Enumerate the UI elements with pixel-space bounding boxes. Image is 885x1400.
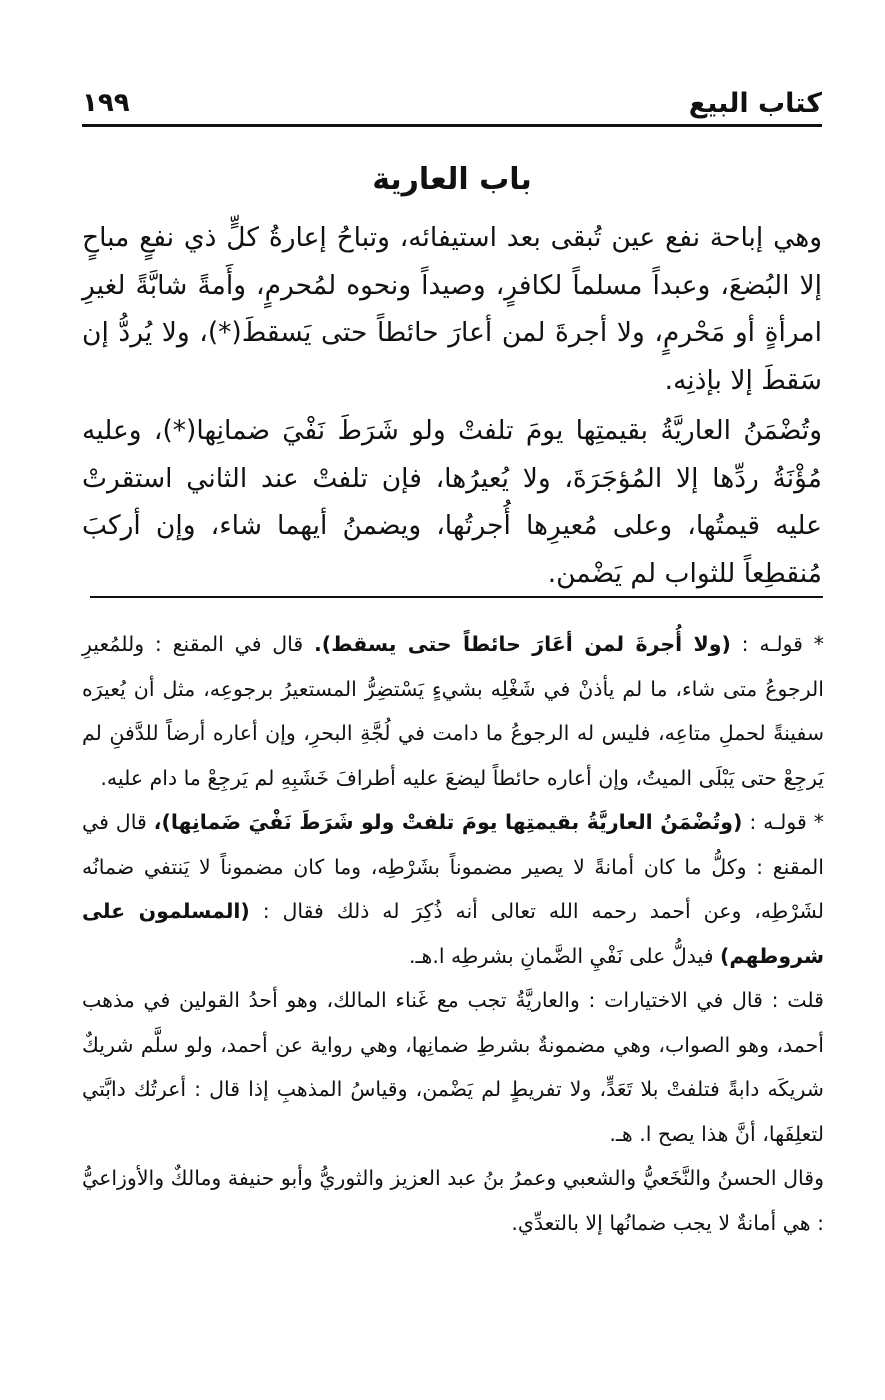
main-text bbox=[82, 214, 822, 597]
footnotes bbox=[82, 622, 824, 1245]
footnote-text: قال في المقنع : وللمُعيرِ الرجوعُ متى شاء، ما لم يأذنْ في شَغْلِه بشيءٍ يَسْتضِرُّ المستعيرُ برجوعِه، مثل أن يُعيرَه سفينةً لحملِ متاعِه، فليس له الرجوعُ ما دامت في لُجَّةِ البحرِ، وإن أعاره أرضاً للدَّفنِ لم يَرجِعْ حتى يَبْلَى الميتُ، وإن أعاره حائطاً ليضعَ عليه أطرافَ خَشَبِهِ لم يَرجِعْ ما دام عليه. bbox=[82, 632, 824, 790]
footnote-3 bbox=[82, 978, 824, 1156]
page-number: ١٩٩ bbox=[82, 88, 130, 118]
footnote-2 bbox=[82, 800, 824, 978]
footnote-hadith: (المسلمون على شروطهم) bbox=[82, 899, 824, 968]
footnote-text: فيدلُّ على نَفْيِ الضَّمانِ بشرطِه ا.هـ. bbox=[408, 943, 714, 968]
footnote-text: قلت : قال في الاختيارات : والعاريَّةُ تجب مع غَناء المالك، وهو أحدُ القولين في مذهب أحمد، وهو الصواب، وهي مضمونةٌ بشرطِ ضمانِها، وهي رواية عن أحمد، ولو سلَّم شريكٌ شريكَه دابةً فتلفتْ بلا تَعَدٍّ، ولا تفريطٍ لم يَضْمن، وقياسُ المذهبِ إذا قال : أعرتُك دابَّتي لتعلِفَها، أنَّ هذا يصح ا. هـ. bbox=[82, 988, 824, 1146]
footnote-text: وقال الحسنُ والنَّخَعيُّ والشعبي وعمرُ بنُ عبد العزيز والثوريُّ وأبو حنيفة ومالكٌ والأوزاعيُّ : هي أمانةٌ لا يجب ضمانُها إلا بالتعدِّي. bbox=[82, 1166, 824, 1235]
footnote-quote: (ولا أُجرةَ لمن أعَارَ حائطاً حتى يسقط). bbox=[313, 632, 731, 656]
footnote-marker: * قولـه : bbox=[741, 632, 824, 656]
footnote-quote: (وتُضْمَنُ العاريَّةُ بقيمتِها يومَ تلفتْ ولو شَرَطَ نَفْيَ ضَمانِها)، bbox=[153, 810, 743, 834]
running-title: كتاب البيع bbox=[688, 88, 822, 119]
main-paragraph: وتُضْمَنُ العاريَّةُ بقيمتِها يومَ تلفتْ ولو شَرَطَ نَفْيَ ضمانِها(*)، وعليه مُؤْنَةُ ردِّها إلا المُؤجَرَةَ، ولا يُعيرُها، فإن تلفتْ عند الثاني استقرتْ عليه قيمتُها، وعلى مُعيرِها أُجرتُها، ويضمنُ أيهما شاء، وإن أركبَ مُنقطِعاً للثواب لم يَضْمن. bbox=[82, 415, 822, 589]
footnote-marker: * قولـه : bbox=[749, 810, 824, 834]
page-header bbox=[82, 88, 822, 126]
footnote-1 bbox=[82, 622, 824, 800]
chapter-title: باب العارية bbox=[372, 162, 532, 197]
main-paragraph: وهي إباحة نفع عين تُبقى بعد استيفائه، وتباحُ إعارةُ كلٍّ ذي نفعٍ مباحٍ إلا البُضعَ، وعبداً مسلماً لكافرٍ، وصيداً ونحوه لمُحرمٍ، وأَمةً شابَّةً لغيرِ امرأةٍ أو مَحْرمٍ، ولا أجرةَ لمن أعارَ حائطاً حتى يَسقطَ(*)، ولا يُردُّ إن سَقطَ إلا بإذنِه. bbox=[82, 222, 822, 396]
footnote-rule bbox=[90, 596, 823, 598]
header-rule bbox=[82, 124, 822, 127]
footnote-text: قال في المقنع : وكلُّ ما كان أمانةً لا يصير مضموناً بشَرْطِه، وما كان مضموناً لا يَنتفي ضمانُه لشَرْطِه، وعن أحمد رحمه الله تعالى أنه ذُكِرَ له ذلك فقال : bbox=[82, 810, 824, 923]
footnote-4 bbox=[82, 1156, 824, 1245]
